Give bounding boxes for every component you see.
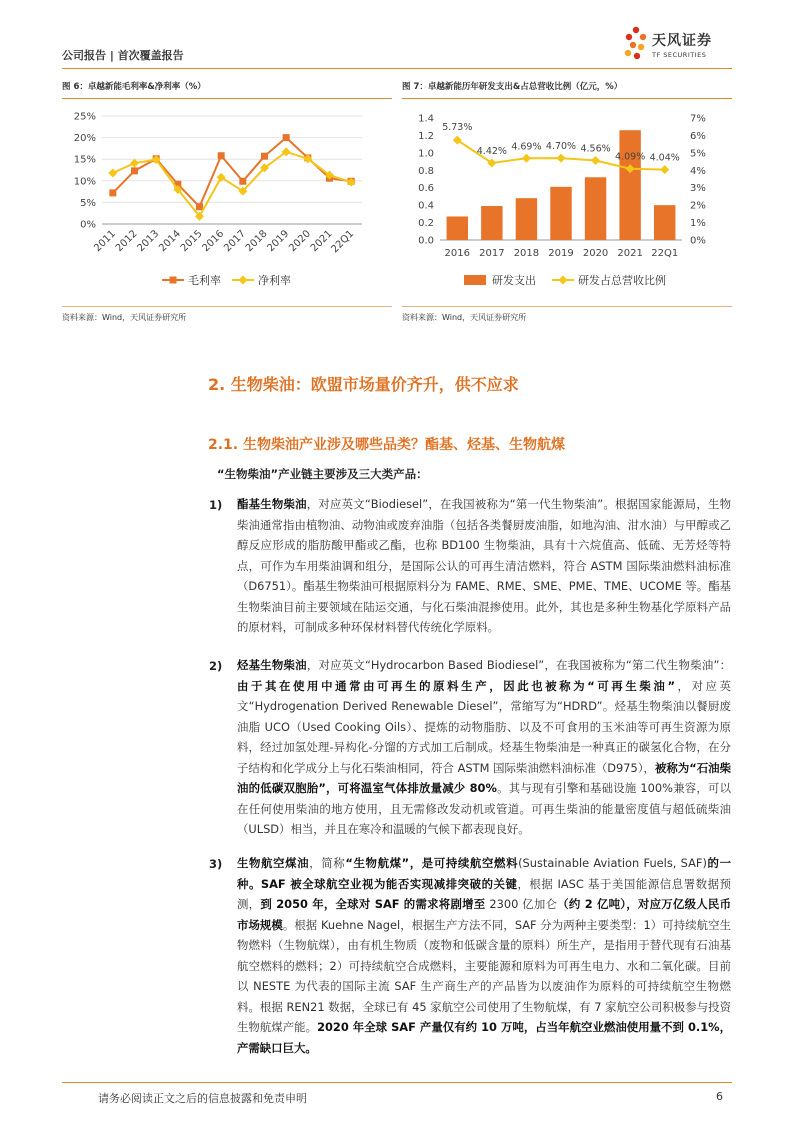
margin-line-chart <box>62 100 392 300</box>
legend-swatch-bar <box>464 275 486 285</box>
figure6-caption: 图 6：卓越新能毛利率&净利率（%） <box>62 82 206 92</box>
item-3-term: 生物航空煤油 <box>237 856 310 870</box>
section-2-1-heading: 2.1. 生物柴油产业涉及哪些品类？酯基、烃基、生物航煤 <box>208 437 565 453</box>
x-tick-label: 2019 <box>548 248 574 259</box>
gross-margin-point <box>283 134 290 141</box>
legend-label: 研发支出 <box>492 274 536 287</box>
logo-text-en: TF SECURITIES <box>652 51 707 59</box>
item-2-paragraph <box>237 655 731 840</box>
legend-label: 研发占总营收比例 <box>578 274 666 287</box>
rnd-combo-chart <box>402 100 732 300</box>
x-tick-label: 2021 <box>617 248 643 259</box>
item-2-emphasis-a: 由于其在使用中通常由可再生的原料生产，因此也被称为“可再生柴油” <box>237 678 675 693</box>
item-2-body-c: 。其与现有引擎和基础设施 100%兼容，可以在任何使用柴油的地方使用，且无需修改发动机或管道。可再生柴油的能量密度值与超低硫柴油（ULSD）相当，并且在寒冷和温暖的气候下都表现良好。 <box>237 781 732 836</box>
rnd-expense-bar <box>481 206 502 240</box>
item-3-emphasis-c: 到 2050 年，全球对 SAF 的需求将剧增至 <box>260 897 486 911</box>
item-3-emphasis-e: 2020 年全球 SAF 产量仅有约 10 万吨，占当年航空业燃油使用量不到 0.1%，产需缺口巨大。 <box>237 1020 731 1055</box>
y-tick-label: 5% <box>80 197 96 209</box>
item-3-body-d: 2300 亿加仑 <box>485 897 558 911</box>
figure7-source: 资料来源：Wind，天风证券研究所 <box>402 313 527 322</box>
intro-sentence: “生物柴油”产业链主要涉及三大类产品： <box>217 467 428 481</box>
ratio-data-label: 4.56% <box>580 143 611 155</box>
y-left-tick-label: 0.0 <box>418 235 434 247</box>
gross-margin-point <box>261 153 268 160</box>
y-left-tick-label: 1.2 <box>418 130 434 142</box>
figure7-caption: 图 7：卓越新能历年研发支出&占总营收比例（亿元，%） <box>402 82 623 92</box>
y-tick-label: 15% <box>73 154 96 166</box>
x-tick-label: 2018 <box>243 228 270 255</box>
y-right-tick-label: 7% <box>690 113 706 125</box>
x-tick-label: 2016 <box>444 248 471 259</box>
y-left-tick-label: 1.4 <box>418 113 434 125</box>
y-right-tick-label: 6% <box>690 130 706 142</box>
item-1-number: 1) <box>209 498 223 512</box>
x-tick-label: 2019 <box>265 228 292 255</box>
x-tick-label: 2017 <box>222 228 248 255</box>
item-2-emphasis-b: 被称为“石油柴油的低碳双胞胎”，可将温室气体排放量减少 80% <box>237 760 731 795</box>
ratio-data-label: 4.42% <box>476 145 507 157</box>
ratio-point <box>660 165 669 174</box>
item-3-emphasis-b: 的一种。SAF 被全球航空业视为能否实现减排突破的关键 <box>237 856 731 891</box>
y-tick-label: 0% <box>80 219 96 231</box>
x-tick-label: 2012 <box>113 228 140 255</box>
item-3-body-e: 。根据 Kuehne Nagel，根据生产方法不同，SAF 分为两种主要类型：1）可持续航空生物燃料（生物航煤），由有机生物质（废物和低碳含量的原料）所生产，是指用于替代现有石油基航空燃料的燃料；2）可持续航空合成燃料，主要能源和原料为可再生电力、水和二氧化碳。目前以 NESTE 为代表的国际主流 SAF 生产商生产的产品皆为以废油作为原料的可持续航空生物燃料。根据 REN21 数据，全球已有 45 家航空公司使用了生物航煤，有 7 家航空公司积极参与投资生物航煤产能。 <box>237 917 731 1034</box>
gross-margin-point <box>131 167 138 174</box>
section-2-heading: 2. 生物柴油：欧盟市场量价齐升，供不应求 <box>208 375 519 394</box>
item-3-body-a: ，简称 <box>309 856 346 870</box>
ratio-data-label: 4.69% <box>511 141 542 153</box>
figure7-top-rule <box>402 98 732 99</box>
legend-swatch-marker <box>170 277 177 284</box>
item-1-paragraph <box>237 494 731 638</box>
ratio-data-label: 4.04% <box>649 152 680 164</box>
legend-swatch-marker <box>559 276 568 285</box>
item-2-term: 烃基生物柴油 <box>237 658 307 672</box>
legend-label: 毛利率 <box>188 274 221 287</box>
header-rule <box>62 68 732 69</box>
item-3-paragraph <box>237 853 731 1058</box>
rnd-expense-bar <box>447 216 468 240</box>
x-tick-label: 2015 <box>178 228 205 255</box>
x-tick-label: 2016 <box>200 228 227 255</box>
item-3-body-b: (Sustainable Aviation Fuels, SAF) <box>518 856 707 870</box>
x-tick-label: 22Q1 <box>651 248 679 259</box>
y-left-tick-label: 1.0 <box>418 148 434 160</box>
item-3-emphasis-a: “生物航煤”，是可持续航空燃料 <box>345 856 519 870</box>
item-3-number: 3) <box>209 857 223 871</box>
footer-disclaimer: 请务必阅读正文之后的信息披露和免责申明 <box>98 1092 307 1105</box>
ratio-data-label: 5.73% <box>442 122 473 134</box>
ratio-data-label: 4.70% <box>545 141 577 153</box>
legend-label: 净利率 <box>258 274 291 287</box>
y-right-tick-label: 3% <box>690 183 706 195</box>
y-left-tick-label: 0.8 <box>418 165 434 177</box>
rnd-expense-bar <box>550 187 571 240</box>
ratio-data-label: 4.09% <box>615 151 646 163</box>
ratio-point <box>591 156 600 165</box>
net-margin-point <box>130 159 139 168</box>
rnd-expense-bar <box>619 130 640 240</box>
y-tick-label: 20% <box>73 133 96 145</box>
series-line-gross-margin <box>113 138 351 207</box>
x-tick-label: 2014 <box>157 228 183 255</box>
item-3-emphasis-d: （约 2 亿吨），对应万亿级人民币市场规模 <box>237 897 731 932</box>
y-right-tick-label: 0% <box>690 235 706 247</box>
series-line-net-margin <box>113 152 351 216</box>
y-right-tick-label: 2% <box>690 200 706 212</box>
gross-margin-point <box>239 178 246 185</box>
y-right-tick-label: 5% <box>690 148 706 160</box>
figure6-bottom-rule <box>62 306 392 307</box>
tf-securities-logo <box>622 24 742 68</box>
legend-swatch-marker <box>239 276 248 285</box>
gross-margin-point <box>218 152 225 159</box>
page-number: 6 <box>716 1090 723 1103</box>
x-tick-label: 2020 <box>582 248 609 259</box>
y-right-tick-label: 1% <box>690 218 706 230</box>
gross-margin-point <box>196 203 203 210</box>
logo-text-cn: 天风证券 <box>652 33 712 49</box>
y-right-tick-label: 4% <box>690 165 706 177</box>
item-1-body: ，对应英文“Biodiesel”，在我国被称为“第一代生物柴油”。根据国家能源局，生物柴油通常指由植物油、动物油或废弃油脂（包括各类餐厨废油脂，如地沟油、泔水油）与甲醇或乙醇反应形成的脂肪酸甲酯或乙酯，也称 BD100 生物柴油，具有十六烷值高、低硫、无芳烃等特点，可作为车用柴油调和组分，是国际公认的可再生清洁燃料，符合 ASTM 国际柴油燃料油标准（D6751）。酯基生物柴油可根据原料分为 FAME、RME、SME、PME、TME、UCOME 等。酯基生物柴油目前主要领域在陆运交通，与化石柴油混掺使用。此外，其也是多种生物基化学原料产品的原材料，可制成多种环保材料替代传统化学原料。 <box>237 497 731 634</box>
logo-mark-icon <box>622 24 650 64</box>
ratio-point <box>522 154 531 163</box>
ratio-point <box>557 154 566 163</box>
y-tick-label: 10% <box>73 176 96 188</box>
y-left-tick-label: 0.2 <box>418 218 434 230</box>
item-2-number: 2) <box>209 659 223 673</box>
item-2-body-a: ，对应英文“Hydrocarbon Based Biodiesel”，在我国被称为“第二代生物柴油”： <box>306 658 731 672</box>
rnd-expense-bar <box>516 198 537 240</box>
footer-rule <box>62 1082 732 1083</box>
item-3-body-c: ，根据 IASC 基于美国能源信息署数据预测， <box>237 876 731 911</box>
net-margin-point <box>108 169 117 178</box>
x-tick-label: 2018 <box>513 248 540 259</box>
y-left-tick-label: 0.4 <box>418 200 434 212</box>
x-tick-label: 2013 <box>135 228 162 255</box>
figure6-source: 资料来源：Wind，天风证券研究所 <box>62 313 187 322</box>
figure7-bottom-rule <box>402 306 732 307</box>
report-type-label: 公司报告 | 首次覆盖报告 <box>62 49 184 62</box>
y-left-tick-label: 0.6 <box>418 183 434 195</box>
item-1-term: 酯基生物柴油 <box>237 497 307 511</box>
x-tick-label: 2017 <box>479 248 505 259</box>
x-tick-label: 2011 <box>92 228 118 255</box>
x-tick-label: 22Q1 <box>329 228 357 256</box>
x-tick-label: 2021 <box>308 228 335 255</box>
y-tick-label: 25% <box>73 111 96 123</box>
rnd-expense-bar <box>654 205 675 240</box>
figure6-top-rule <box>62 98 392 99</box>
item-2-body-b: ，对应英文“Hydrogenation Derived Renewable Diesel”，常缩写为“HDRD”。烃基生物柴油以餐厨废油脂 UCO（Used Cooking Oils）、提炼的动物脂肪、以及不可食用的玉米油等可再生资源为原料，经过加氢处理-异构化-分馏的方式加工后制成。烃基生物柴油是一种真正的碳氢化合物，在分子结构和化学成分上与化石柴油相同，符合 ASTM 国际柴油燃料油标准（D975）， <box>237 678 731 775</box>
gross-margin-point <box>109 189 116 196</box>
rnd-expense-bar <box>585 177 606 240</box>
x-tick-label: 2020 <box>287 228 313 255</box>
